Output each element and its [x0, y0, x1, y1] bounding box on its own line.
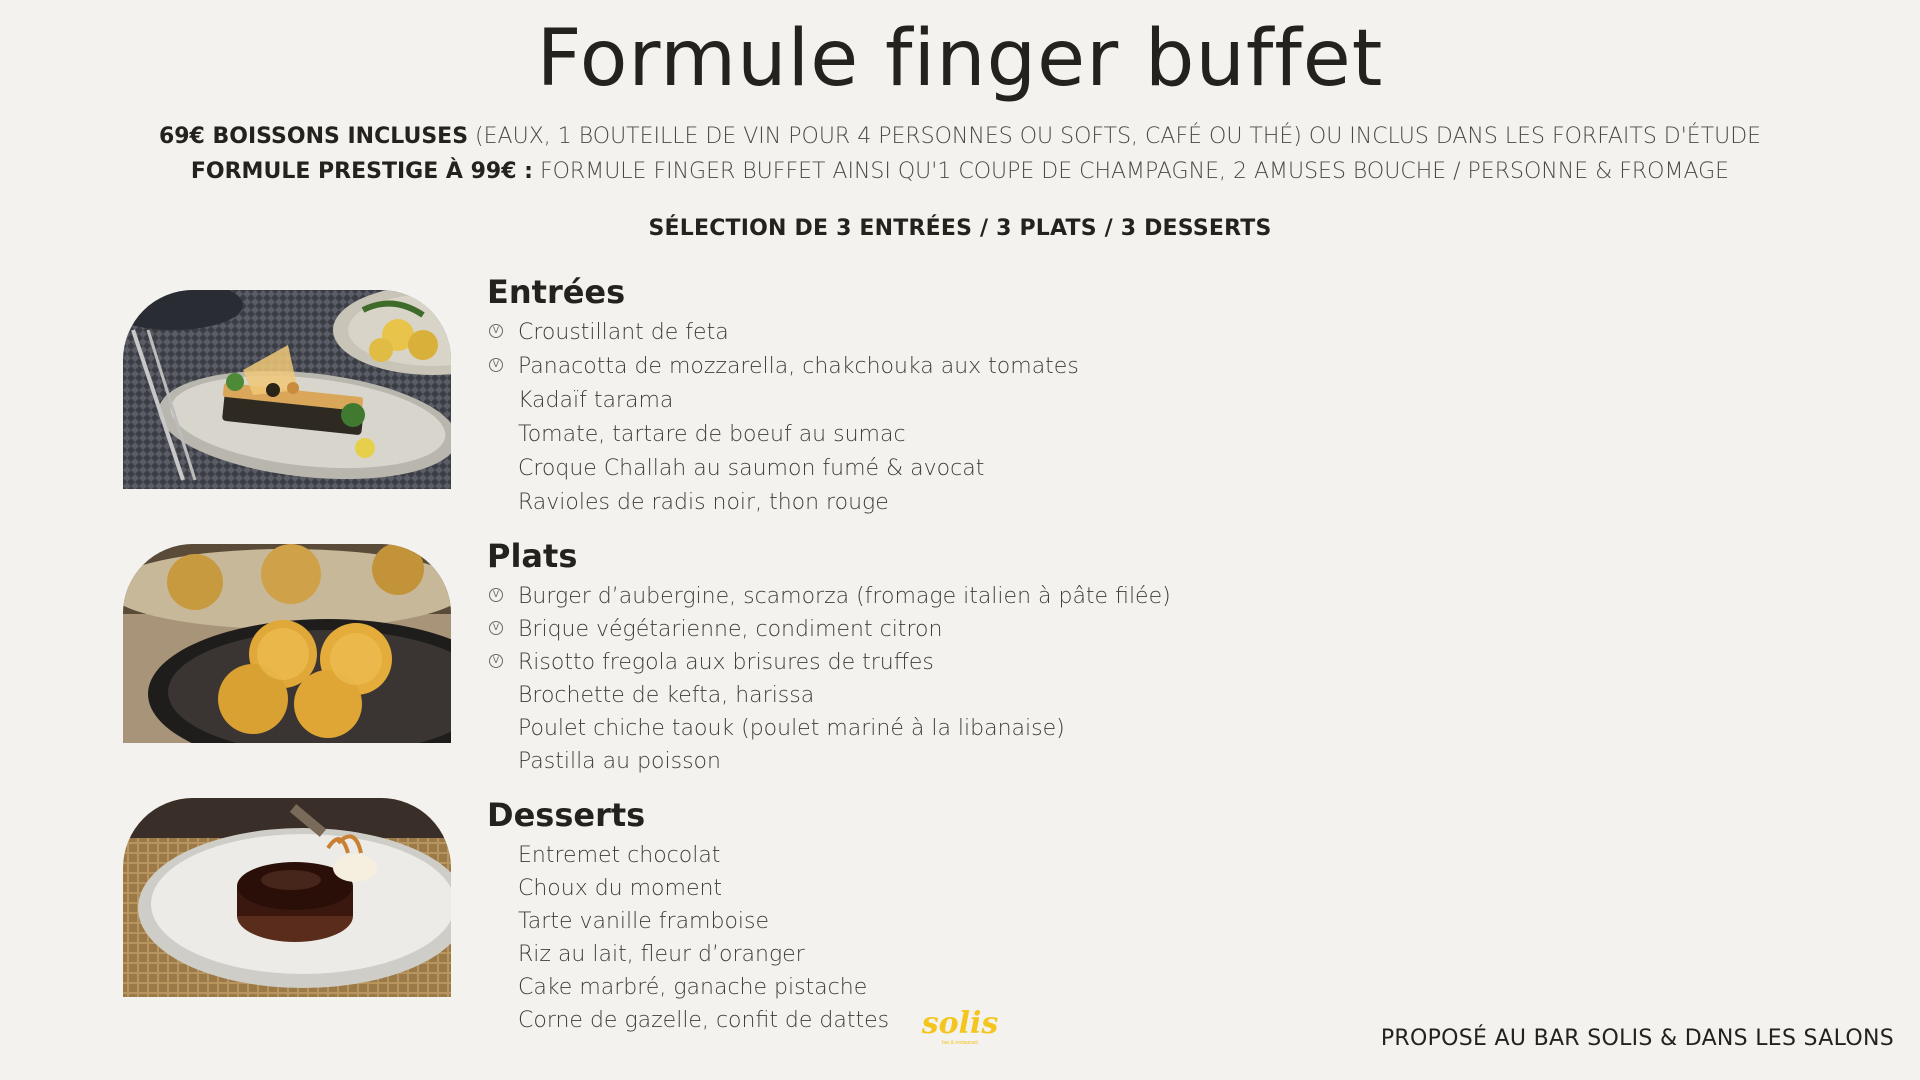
menu-item-label: Cake marbré, ganache pistache: [518, 975, 868, 1000]
section-plats: [487, 536, 1171, 778]
menu-item-label: Brochette de kefta, harissa: [518, 683, 815, 708]
menu-item-label: Poulet chiche taouk (poulet mariné à la libanaise): [518, 716, 1065, 741]
desserts-photo: [123, 798, 451, 997]
menu-item-label: Brique végétarienne, condiment citron: [518, 617, 943, 642]
menu-item: [487, 679, 1171, 712]
pricing-prestige-label: FORMULE PRESTIGE À 99€ :: [190, 159, 533, 184]
menu-item: [487, 580, 1171, 613]
menu-item: [487, 1004, 889, 1037]
menu-item: [487, 872, 889, 905]
menu-item: [487, 971, 889, 1004]
menu-item: [487, 905, 889, 938]
menu-item-label: Choux du moment: [518, 876, 723, 901]
menu-item-label: Corne de gazelle, confit de dattes: [518, 1008, 890, 1033]
pricing-standard-details: (EAUX, 1 BOUTEILLE DE VIN POUR 4 PERSONNES OU SOFTS, CAFÉ OU THÉ) OU INCLUS DANS LES FORFAITS D'ÉTUDE: [468, 124, 1762, 149]
menu-item-label: Pastilla au poisson: [518, 749, 721, 774]
pricing-standard-label: 69€ BOISSONS INCLUSES: [158, 124, 469, 149]
menu-item-label: Croque Challah au saumon fumé & avocat: [518, 456, 985, 481]
vegetarian-icon: V: [489, 324, 503, 338]
pricing-line-standard: [0, 124, 1920, 149]
section-desserts: [487, 795, 889, 1037]
selection-heading: SÉLECTION DE 3 ENTRÉES / 3 PLATS / 3 DESSERTS: [648, 216, 1272, 241]
footer-note: PROPOSÉ AU BAR SOLIS & DANS LES SALONS: [1380, 1026, 1894, 1051]
pricing-line-prestige: [0, 159, 1920, 184]
menu-item: [487, 350, 1079, 384]
section-title: Desserts: [487, 796, 646, 834]
entrees-photo: [123, 290, 451, 489]
page-title: Formule finger buffet: [536, 14, 1384, 104]
logo-tagline: bar & restaurant: [942, 1040, 978, 1046]
menu-item-label: Ravioles de radis noir, thon rouge: [518, 490, 889, 515]
section-entrees: [487, 272, 1079, 520]
menu-item-label: Risotto fregola aux brisures de truffes: [518, 650, 934, 675]
menu-list: [487, 316, 1079, 520]
vegetarian-icon: V: [489, 621, 503, 635]
menu-item-label: Entremet chocolat: [518, 843, 721, 868]
menu-item: [487, 316, 1079, 350]
menu-item-label: Tarte vanille framboise: [518, 909, 770, 934]
menu-item: [487, 613, 1171, 646]
vegetarian-icon: V: [489, 588, 503, 602]
menu-item: [487, 839, 889, 872]
menu-item-label: Riz au lait, fleur d’oranger: [518, 942, 805, 967]
menu-item-label: Tomate, tartare de boeuf au sumac: [518, 422, 906, 447]
section-title: Plats: [487, 537, 578, 575]
pricing-prestige-details: FORMULE FINGER BUFFET AINSI QU'1 COUPE DE CHAMPAGNE, 2 AMUSES BOUCHE / PERSONNE & FROMAGE: [532, 159, 1730, 184]
solis-logo: [920, 1008, 1000, 1046]
menu-item-label: Croustillant de feta: [518, 320, 729, 345]
menu-item: [487, 486, 1079, 520]
menu-item: [487, 712, 1171, 745]
logo-wordmark: solis: [921, 1006, 999, 1041]
menu-list: [487, 839, 889, 1037]
menu-item: [487, 745, 1171, 778]
section-title: Entrées: [487, 273, 626, 311]
menu-item: [487, 384, 1079, 418]
menu-list: [487, 580, 1171, 778]
menu-item: [487, 646, 1171, 679]
menu-item: [487, 452, 1079, 486]
menu-item: [487, 418, 1079, 452]
plats-photo: [123, 544, 451, 743]
vegetarian-icon: V: [489, 654, 503, 668]
menu-item: [487, 938, 889, 971]
menu-item-label: Panacotta de mozzarella, chakchouka aux tomates: [518, 354, 1079, 379]
menu-item-label: Burger d’aubergine, scamorza (fromage italien à pâte filée): [518, 584, 1171, 609]
menu-item-label: Kadaïf tarama: [518, 388, 674, 413]
vegetarian-icon: V: [489, 358, 503, 372]
